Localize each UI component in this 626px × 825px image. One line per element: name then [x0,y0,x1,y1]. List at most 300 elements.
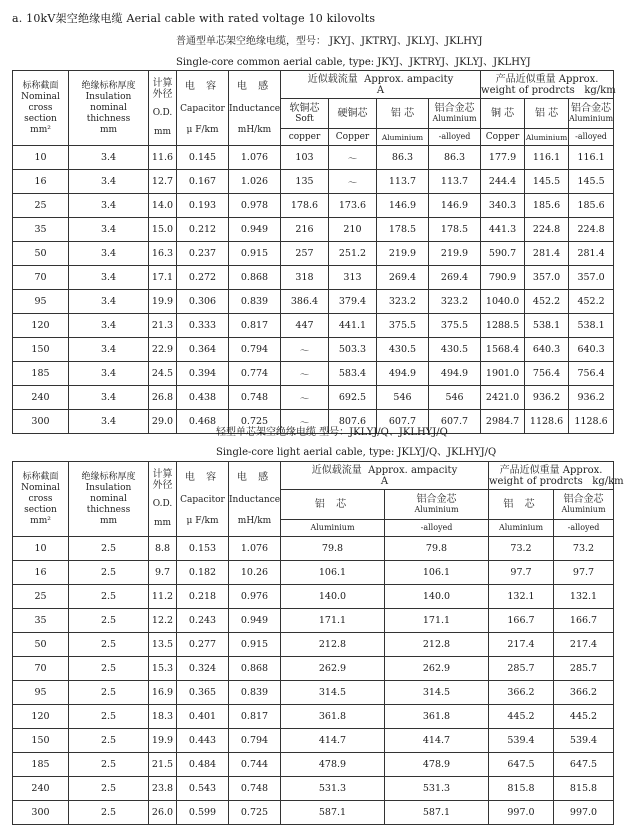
table-row [13,777,614,801]
table-cell: 132.1 [554,585,614,609]
table-cell: 23.8 [149,777,177,801]
table-cell: 313 [329,266,377,290]
table-cell: 217.4 [489,633,554,657]
table-cell: 0.949 [229,609,281,633]
table-cell: 12.7 [149,170,177,194]
table-cell: 323.2 [429,290,481,314]
table-cell: 35 [13,609,69,633]
header-approx-ampacity: 近似载流量 Approx. ampacity A [281,462,489,490]
table-cell: 0.145 [177,146,229,170]
table-cell: 3.4 [69,362,149,386]
table-cell: 173.6 [329,194,377,218]
table-cell: 323.2 [377,290,429,314]
table-row [13,537,614,561]
table-cell: 10 [13,537,69,561]
table-cell: 0.839 [229,290,281,314]
table-cell: 146.9 [429,194,481,218]
table-cell: 257 [281,242,329,266]
table-cell: 285.7 [489,657,554,681]
table-cell: 285.7 [554,657,614,681]
table-cell: 24.5 [149,362,177,386]
table-cell: 178.5 [429,218,481,242]
table-cell: 219.9 [377,242,429,266]
table-cell: 340.3 [481,194,525,218]
table-cell: 79.8 [281,537,385,561]
table1-subtitle-en: Single-core common aerial cable, type: JKYJ、JKTRYJ、JKLYJ、JKLHYJ [176,57,531,68]
table-cell: 21.5 [149,753,177,777]
table-cell: 10 [13,146,69,170]
table-cell: 318 [281,266,329,290]
table-cell: 0.468 [177,410,229,434]
table-row [13,753,614,777]
table-cell: 16 [13,170,69,194]
table-cell: 0.401 [177,705,229,729]
table-cell: 1040.0 [481,290,525,314]
header-approx-weight: 产品近似重量 Approx. weight of prodrcts kg/km [489,462,614,490]
table-cell: 414.7 [385,729,489,753]
header-aluminium-alloy: 铝合金芯 Aluminium [385,490,489,520]
header-od: 计算 外径 O.D. mm [149,462,177,537]
table-cell: 177.9 [481,146,525,170]
table-cell: 756.4 [525,362,569,386]
table-cell: 300 [13,801,69,825]
table-cell: 2.5 [69,537,149,561]
table-cell: 3.4 [69,290,149,314]
table-cell: 3.4 [69,194,149,218]
table-cell: 21.3 [149,314,177,338]
table-cell: 171.1 [281,609,385,633]
table1-body [13,146,614,434]
table-cell: 150 [13,729,69,753]
table-cell: 281.4 [569,242,614,266]
table-cell: 0.839 [229,681,281,705]
table-cell: 0.277 [177,633,229,657]
table-row [13,242,614,266]
header-weight-aluminium: 铝 芯 [489,490,554,520]
table-cell: 2.5 [69,609,149,633]
table-cell: 13.5 [149,633,177,657]
table-cell: 0.218 [177,585,229,609]
table-row [13,386,614,410]
table-cell: 0.744 [229,753,281,777]
table-cell: 366.2 [489,681,554,705]
table-cell: ～ [281,338,329,362]
table-cell: 18.3 [149,705,177,729]
header-soft-copper: 软铜芯 Soft [281,99,329,129]
table-cell: 1128.6 [569,410,614,434]
table-row [13,729,614,753]
table-cell: 25 [13,194,69,218]
header-copper-en: Copper [329,129,377,146]
table-cell: 375.5 [429,314,481,338]
table-cell: 240 [13,386,69,410]
table-cell: 494.9 [377,362,429,386]
table-cell: 1.076 [229,146,281,170]
header-capacitor: 电 容 Capacitor μ F/km [177,462,229,537]
table-cell: 640.3 [525,338,569,362]
table2-subtitle-cn: 轻型单芯架空绝缘电缆 型号：JKLYJ/Q、JKLHYJ/Q [216,427,448,438]
table-cell: 539.4 [554,729,614,753]
table-cell: 538.1 [569,314,614,338]
table-cell: 0.543 [177,777,229,801]
table-cell: ～ [329,170,377,194]
table-cell: 216 [281,218,329,242]
table-cell: 503.3 [329,338,377,362]
table-cell: 790.9 [481,266,525,290]
header-aluminium: 铝 芯 [281,490,385,520]
table-row [13,585,614,609]
table-cell: 166.7 [554,609,614,633]
table-row [13,338,614,362]
table-cell: 0.817 [229,314,281,338]
table-cell: 146.9 [377,194,429,218]
table-cell: 17.1 [149,266,177,290]
table-cell: 95 [13,681,69,705]
table-cell: 224.8 [569,218,614,242]
table-cell: 379.4 [329,290,377,314]
table-cell: 70 [13,657,69,681]
table-cell: 185.6 [569,194,614,218]
table-cell: 0.794 [229,338,281,362]
table-cell: ～ [281,410,329,434]
table-cell: 120 [13,314,69,338]
table-cell: 9.7 [149,561,177,585]
table-cell: 546 [377,386,429,410]
header-approx-ampacity: 近似载流量 Approx. ampacity A [281,71,481,99]
table-cell: 145.5 [525,170,569,194]
header-alloy-en: -alloyed [429,129,481,146]
header-aluminium: 铝 芯 [377,99,429,129]
table-row [13,290,614,314]
table-cell: 217.4 [554,633,614,657]
table-row [13,194,614,218]
table-cell: 2.5 [69,657,149,681]
table-cell: 185.6 [525,194,569,218]
header-weight-aluminium-en: Aluminium [525,129,569,146]
table-cell: 10.26 [229,561,281,585]
table-row [13,657,614,681]
table2-body [13,537,614,825]
table-cell: 19.9 [149,290,177,314]
table-cell: 269.4 [377,266,429,290]
table-cell: 97.7 [554,561,614,585]
header-soft-copper-en: copper [281,129,329,146]
header-approx-weight: 产品近似重量 Approx. weight of prodrcts kg/km [481,71,614,99]
table-cell: 8.8 [149,537,177,561]
table-cell: 120 [13,705,69,729]
table-cell: 2.5 [69,705,149,729]
header-nominal-section: 标称截面 Nominal cross section mm² [13,71,69,146]
table-cell: 607.7 [429,410,481,434]
table-cell: 70 [13,266,69,290]
table-cell: 212.8 [281,633,385,657]
table-cell: 26.8 [149,386,177,410]
table-row [13,609,614,633]
table-cell: 539.4 [489,729,554,753]
header-weight-aluminium: 铝 芯 [525,99,569,129]
table-cell: 251.2 [329,242,377,266]
table-cell: 135 [281,170,329,194]
table-cell: 3.4 [69,338,149,362]
table-cell: 647.5 [489,753,554,777]
table-cell: 1.076 [229,537,281,561]
table-row [13,170,614,194]
table-cell: 478.9 [385,753,489,777]
table-cell: 50 [13,242,69,266]
table-cell: 815.8 [554,777,614,801]
table-cell: 590.7 [481,242,525,266]
table-cell: 3.4 [69,314,149,338]
table-cell: 300 [13,410,69,434]
table-cell: 73.2 [489,537,554,561]
table-cell: 0.915 [229,242,281,266]
table-cell: 3.4 [69,386,149,410]
table-cell: 0.774 [229,362,281,386]
table-cell: 3.4 [69,218,149,242]
table-cell: 29.0 [149,410,177,434]
table-cell: 587.1 [385,801,489,825]
table-cell: 240 [13,777,69,801]
table-row [13,146,614,170]
table-cell: 815.8 [489,777,554,801]
table-cell: 3.4 [69,242,149,266]
table-cell: 494.9 [429,362,481,386]
table-cell: 3.4 [69,170,149,194]
header-od: 计算 外径 O.D. mm [149,71,177,146]
header-weight-aluminium-en: Aluminium [489,520,554,537]
table-cell: 0.443 [177,729,229,753]
table-cell: 314.5 [385,681,489,705]
table-cell: 106.1 [281,561,385,585]
table-cell: 26.0 [149,801,177,825]
table-cell: 15.3 [149,657,177,681]
table-cell: 366.2 [554,681,614,705]
table-cell: 22.9 [149,338,177,362]
table-row [13,218,614,242]
table-cell: 445.2 [554,705,614,729]
table-cell: 86.3 [377,146,429,170]
header-weight-alloy-en: -alloyed [554,520,614,537]
table-cell: 375.5 [377,314,429,338]
table-cell: 185 [13,753,69,777]
table-cell: 1288.5 [481,314,525,338]
table-cell: 97.7 [489,561,554,585]
table-cell: 0.182 [177,561,229,585]
table-cell: 361.8 [385,705,489,729]
table-cell: 116.1 [525,146,569,170]
table-cell: 262.9 [385,657,489,681]
header-weight-alloy-en: -alloyed [569,129,614,146]
table-cell: 452.2 [525,290,569,314]
table-cell: 16.9 [149,681,177,705]
table-cell: 150 [13,338,69,362]
table-cell: 145.5 [569,170,614,194]
table-cell: 640.3 [569,338,614,362]
table-cell: 113.7 [429,170,481,194]
table-row [13,801,614,825]
table-cell: 441.1 [329,314,377,338]
table-cell: 0.272 [177,266,229,290]
table-cell: 35 [13,218,69,242]
table-cell: 386.4 [281,290,329,314]
table-cell: 0.817 [229,705,281,729]
header-weight-alloy: 铝合金芯 Aluminium [554,490,614,520]
table-cell: 0.212 [177,218,229,242]
table-cell: 210 [329,218,377,242]
table-cell: 103 [281,146,329,170]
table-cell: 86.3 [429,146,481,170]
table-row [13,314,614,338]
table-cell: 140.0 [281,585,385,609]
table-cell: 2.5 [69,801,149,825]
table-cell: 2.5 [69,777,149,801]
table2-light-cable [12,461,624,825]
table-cell: 2984.7 [481,410,525,434]
table-cell: 546 [429,386,481,410]
header-copper: 硬铜芯 [329,99,377,129]
table-cell: 1568.4 [481,338,525,362]
table-cell: 583.4 [329,362,377,386]
table-cell: 269.4 [429,266,481,290]
header-aluminium-en: Aluminium [281,520,385,537]
table-cell: 1128.6 [525,410,569,434]
table-cell: 178.6 [281,194,329,218]
table-cell: 12.2 [149,609,177,633]
table-cell: 16 [13,561,69,585]
table-cell: 178.5 [377,218,429,242]
table-cell: ～ [329,146,377,170]
table-cell: 11.2 [149,585,177,609]
table-cell: 0.306 [177,290,229,314]
table-cell: 0.324 [177,657,229,681]
table-cell: 531.3 [385,777,489,801]
header-weight-alloy: 铝合金芯 Aluminium [569,99,614,129]
table-cell: 0.484 [177,753,229,777]
table-cell: 0.978 [229,194,281,218]
header-aluminium-alloy: 铝合金芯 Aluminium [429,99,481,129]
table-cell: 0.167 [177,170,229,194]
table-cell: 414.7 [281,729,385,753]
table-cell: 113.7 [377,170,429,194]
table-cell: 430.5 [429,338,481,362]
table-cell: 1.026 [229,170,281,194]
table-cell: 79.8 [385,537,489,561]
table-cell: 281.4 [525,242,569,266]
table-cell: 0.725 [229,410,281,434]
table-cell: 2.5 [69,633,149,657]
table-cell: 16.3 [149,242,177,266]
table-cell: 15.0 [149,218,177,242]
table-cell: 0.364 [177,338,229,362]
table-cell: 478.9 [281,753,385,777]
table-cell: 0.748 [229,386,281,410]
table-row [13,266,614,290]
table-cell: 531.3 [281,777,385,801]
table-cell: 0.976 [229,585,281,609]
table-cell: 1901.0 [481,362,525,386]
table-cell: 0.868 [229,657,281,681]
table-cell: 95 [13,290,69,314]
table-cell: 538.1 [525,314,569,338]
table-cell: 936.2 [525,386,569,410]
table-cell: 0.237 [177,242,229,266]
table-cell: 14.0 [149,194,177,218]
header-aluminium-en: Aluminium [377,129,429,146]
table-cell: 244.4 [481,170,525,194]
table-cell: 0.153 [177,537,229,561]
table-cell: 441.3 [481,218,525,242]
table-cell: 19.9 [149,729,177,753]
table-cell: 262.9 [281,657,385,681]
table1-common-cable [12,70,614,434]
header-alloy-en: -alloyed [385,520,489,537]
table-cell: 0.438 [177,386,229,410]
table-row [13,705,614,729]
header-capacitor: 电 容 Capacitor μ F/km [177,71,229,146]
table-cell: 0.868 [229,266,281,290]
table-cell: ～ [281,362,329,386]
table-cell: 25 [13,585,69,609]
table-cell: 0.915 [229,633,281,657]
table-cell: 132.1 [489,585,554,609]
table-cell: 756.4 [569,362,614,386]
table-cell: 171.1 [385,609,489,633]
table-row [13,633,614,657]
table-cell: 73.2 [554,537,614,561]
table1-subtitle-cn: 普通型单芯架空绝缘电缆，型号： JKYJ、JKTRYJ、JKLYJ、JKLHYJ [176,36,483,47]
header-insulation-thickness: 绝缘标称厚度 Insulation nominal thichness mm [69,71,149,146]
table-cell: 219.9 [429,242,481,266]
table-cell: 452.2 [569,290,614,314]
table-row [13,681,614,705]
table-cell: 587.1 [281,801,385,825]
table-cell: 807.6 [329,410,377,434]
table-cell: 2.5 [69,561,149,585]
table-cell: 0.394 [177,362,229,386]
table-cell: 0.365 [177,681,229,705]
table-cell: 140.0 [385,585,489,609]
table-cell: 314.5 [281,681,385,705]
table-cell: 0.243 [177,609,229,633]
table-cell: 212.8 [385,633,489,657]
table-cell: 116.1 [569,146,614,170]
header-insulation-thickness: 绝缘标称厚度 Insulation nominal thichness mm [69,462,149,537]
table-cell: 997.0 [554,801,614,825]
table-row [13,561,614,585]
table-cell: 0.193 [177,194,229,218]
table-cell: 607.7 [377,410,429,434]
table-cell: 0.725 [229,801,281,825]
table-cell: 11.6 [149,146,177,170]
table-cell: 185 [13,362,69,386]
table-cell: 357.0 [525,266,569,290]
table-cell: 445.2 [489,705,554,729]
table-cell: 106.1 [385,561,489,585]
document-title: a. 10kV架空绝缘电缆 Aerial cable with rated voltage 10 kilovolts [12,12,376,25]
header-nominal-section: 标称截面 Nominal cross section mm² [13,462,69,537]
header-inductance: 电 感 Inductance mH/km [229,71,281,146]
table-cell: 447 [281,314,329,338]
table-cell: 997.0 [489,801,554,825]
header-weight-copper: 铜 芯 [481,99,525,129]
table-cell: 2.5 [69,753,149,777]
table-cell: 0.794 [229,729,281,753]
table-cell: 936.2 [569,386,614,410]
table-cell: 224.8 [525,218,569,242]
table-row [13,362,614,386]
header-inductance: 电 感 Inductance mH/km [229,462,281,537]
table-cell: 647.5 [554,753,614,777]
